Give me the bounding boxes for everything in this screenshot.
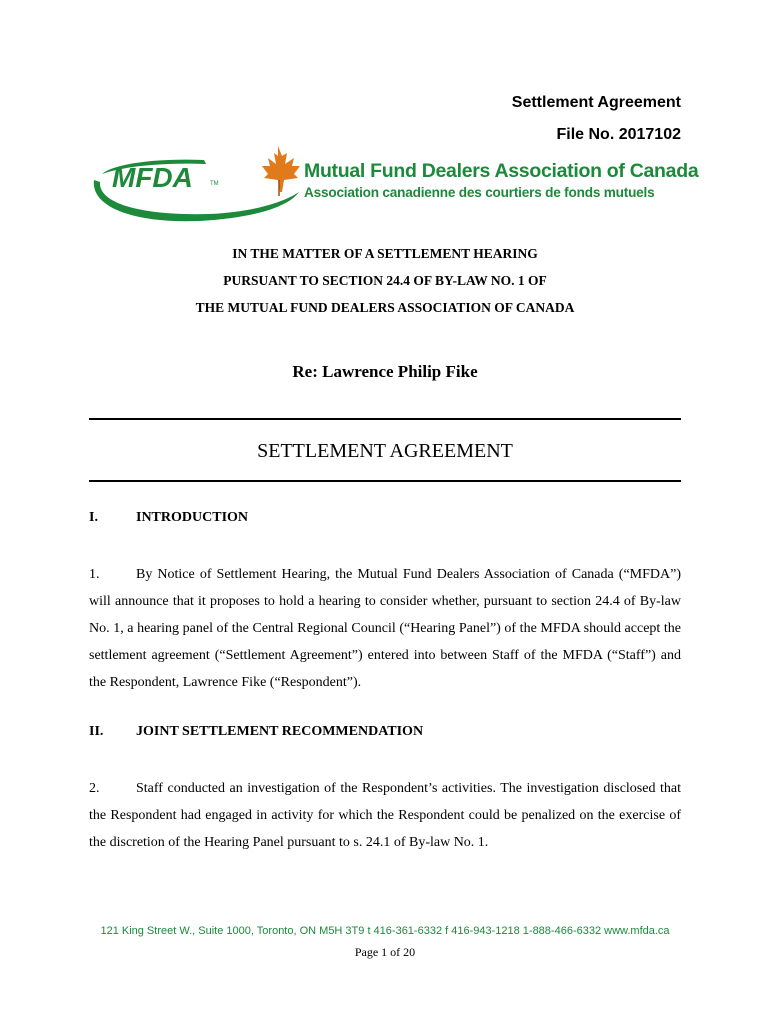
- logo-tm: TM: [210, 181, 219, 187]
- title-rule-top: [89, 418, 681, 420]
- paragraph: [89, 775, 681, 856]
- matter-line-1: IN THE MATTER OF A SETTLEMENT HEARING: [232, 246, 538, 261]
- logo-acronym: MFDA: [112, 162, 193, 193]
- section-number: II.: [89, 724, 104, 739]
- page-number: Page 1 of 20: [354, 945, 416, 959]
- section-title: JOINT SETTLEMENT RECOMMENDATION: [136, 724, 424, 739]
- matter-line-3: THE MUTUAL FUND DEALERS ASSOCIATION OF CANADA: [195, 300, 575, 315]
- document-title: SETTLEMENT AGREEMENT: [257, 440, 513, 462]
- document-type: Settlement Agreement: [511, 94, 681, 111]
- section-title: INTRODUCTION: [136, 510, 249, 525]
- mfda-logo: [84, 140, 684, 226]
- paragraph-number: 1.: [89, 567, 100, 582]
- org-name-english: Mutual Fund Dealers Association of Canada: [304, 160, 699, 182]
- file-number: File No. 2017102: [556, 126, 681, 143]
- respondent-line: Re: Lawrence Philip Fike: [292, 362, 478, 381]
- paragraph-text: By Notice of Settlement Hearing, the Mutual Fund Dealers Association of Canada (“MFDA”) will announce that it proposes to hold a hearing to consider whether, pursuant to section 24.4 of By-law No. 1, a hearing panel of the Central Regional Council (“Hearing Panel”) of the MFDA should accept the settlement agreement (“Settlement Agreement”) entered into between Staff of the MFDA (“Staff”) and the Respondent, Lawrence Fike (“Respondent”).: [89, 567, 681, 690]
- org-name-french: Association canadienne des courtiers de fonds mutuels: [304, 185, 655, 200]
- maple-leaf-icon: [262, 146, 300, 196]
- paragraph: [89, 561, 681, 696]
- paragraph-number: 2.: [89, 781, 100, 796]
- title-rule-bottom: [89, 480, 681, 482]
- paragraph-text: Staff conducted an investigation of the Respondent’s activities. The investigation disclosed that the Respondent had engaged in activity for which the Respondent could be penalized on the exercise of the discretion of the Hearing Panel pursuant to s. 24.1 of By-law No. 1.: [89, 781, 681, 850]
- matter-line-2: PURSUANT TO SECTION 24.4 OF BY-LAW NO. 1 OF: [223, 273, 547, 288]
- section-number: I.: [89, 510, 98, 525]
- footer-address: 121 King Street W., Suite 1000, Toronto, ON M5H 3T9 t 416-361-6332 f 416-943-1218 1-888-466-6332 www.mfda.ca: [100, 925, 670, 937]
